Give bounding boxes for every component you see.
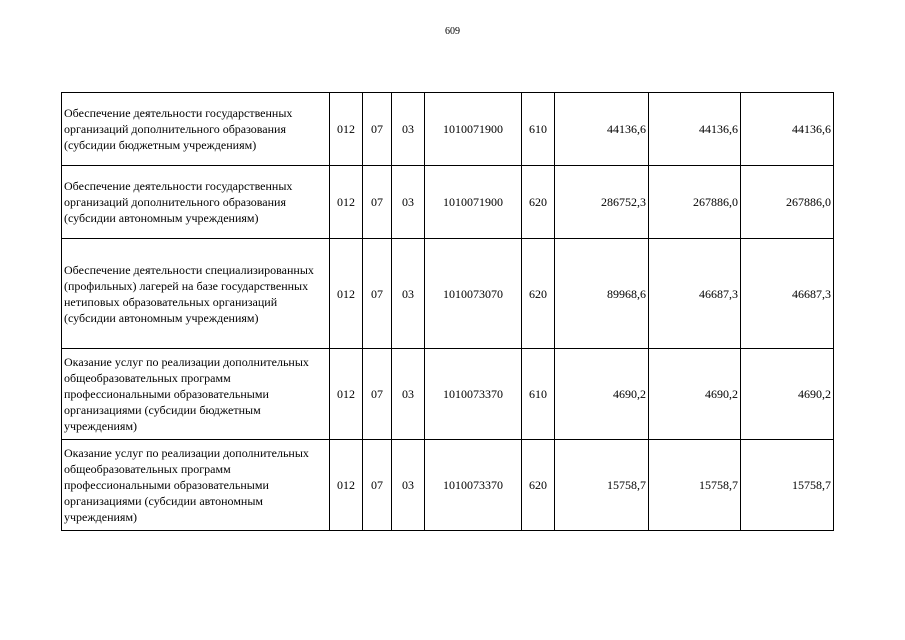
expense-type-code: 610 <box>522 93 555 166</box>
amount-3: 46687,3 <box>741 239 834 349</box>
subsection-code: 03 <box>392 93 425 166</box>
row-name: Оказание услуг по реализации дополнительных общеобразовательных программ профессиональными образовательными организациями (субсидии бюджетным учреждениям) <box>62 349 330 440</box>
section-code: 07 <box>363 93 392 166</box>
amount-1: 286752,3 <box>555 166 649 239</box>
amount-2: 44136,6 <box>649 93 741 166</box>
section-code: 07 <box>363 239 392 349</box>
page-number: 609 <box>445 26 460 37</box>
table-row <box>62 239 834 349</box>
table-row <box>62 440 834 531</box>
table-row <box>62 166 834 239</box>
amount-3: 44136,6 <box>741 93 834 166</box>
target-code: 1010073370 <box>425 349 522 440</box>
row-name: Обеспечение деятельности специализированных (профильных) лагерей на базе государственных нетиповых образовательных организаций (субсидии автономным учреждениям) <box>62 239 330 349</box>
target-code: 1010071900 <box>425 93 522 166</box>
row-name: Обеспечение деятельности государственных организаций дополнительного образования (субсидии бюджетным учреждениям) <box>62 93 330 166</box>
amount-1: 89968,6 <box>555 239 649 349</box>
section-code: 07 <box>363 349 392 440</box>
expense-type-code: 610 <box>522 349 555 440</box>
subsection-code: 03 <box>392 239 425 349</box>
target-code: 1010073370 <box>425 440 522 531</box>
ministry-code: 012 <box>330 93 363 166</box>
expense-type-code: 620 <box>522 166 555 239</box>
row-name: Обеспечение деятельности государственных организаций дополнительного образования (субсидии автономным учреждениям) <box>62 166 330 239</box>
target-code: 1010073070 <box>425 239 522 349</box>
amount-2: 267886,0 <box>649 166 741 239</box>
ministry-code: 012 <box>330 166 363 239</box>
row-name: Оказание услуг по реализации дополнительных общеобразовательных программ профессиональными образовательными организациями (субсидии автономным учреждениям) <box>62 440 330 531</box>
table-row <box>62 349 834 440</box>
subsection-code: 03 <box>392 349 425 440</box>
amount-1: 44136,6 <box>555 93 649 166</box>
amount-3: 4690,2 <box>741 349 834 440</box>
section-code: 07 <box>363 440 392 531</box>
amount-1: 15758,7 <box>555 440 649 531</box>
expense-type-code: 620 <box>522 440 555 531</box>
amount-2: 4690,2 <box>649 349 741 440</box>
amount-2: 15758,7 <box>649 440 741 531</box>
subsection-code: 03 <box>392 166 425 239</box>
table-row <box>62 93 834 166</box>
expense-type-code: 620 <box>522 239 555 349</box>
amount-3: 267886,0 <box>741 166 834 239</box>
subsection-code: 03 <box>392 440 425 531</box>
amount-1: 4690,2 <box>555 349 649 440</box>
budget-table <box>61 92 834 531</box>
ministry-code: 012 <box>330 239 363 349</box>
ministry-code: 012 <box>330 440 363 531</box>
ministry-code: 012 <box>330 349 363 440</box>
amount-3: 15758,7 <box>741 440 834 531</box>
amount-2: 46687,3 <box>649 239 741 349</box>
target-code: 1010071900 <box>425 166 522 239</box>
section-code: 07 <box>363 166 392 239</box>
